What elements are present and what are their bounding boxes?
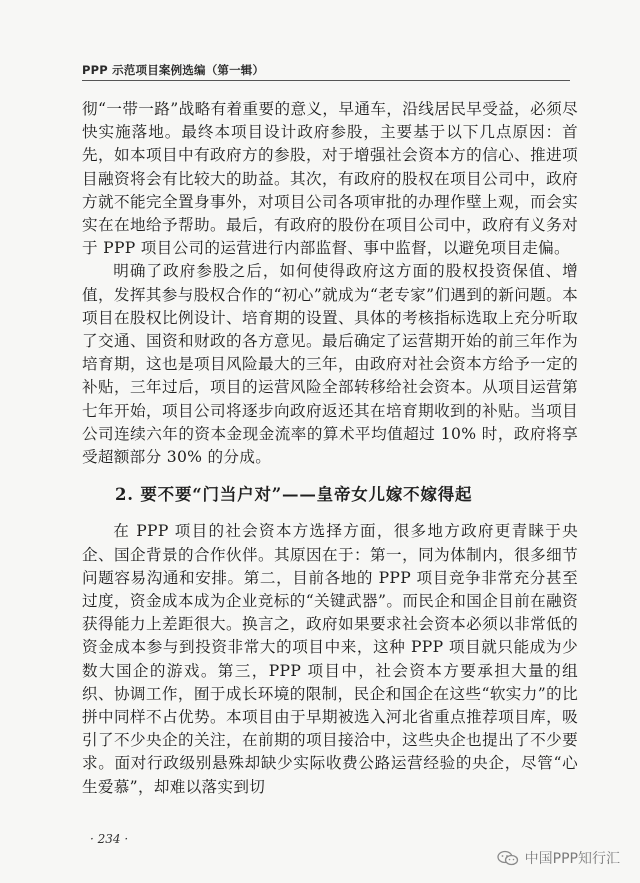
running-header: PPP 示范项目案例选编（第一辑） xyxy=(82,63,265,77)
paragraph-2: 明确了政府参股之后，如何使得政府这方面的股权投资保值、增值，发挥其参与股权合作的“初心”就成为“老专家”们遇到的新问题。本项目在股权比例设计、培育期的设置、具体的考核指标选取上充分听取了交通、国资和财政的各方意见。最后确定了运营期开始的前三年作为培育期，这也是项目风险最大的三年，由政府对社会资本方给予一定的补贴，三年过后，项目的运营风险全部转移给社会资本。从项目运营第七年开始，项目公司将逐步向政府返还其在培育期收到的补贴。当项目公司连续六年的资本金现金流率的算术平均值超过 10% 时，政府将享受超额部分 30% 的分成。 xyxy=(82,262,578,467)
section-heading: 2. 要不要“门当户对”——皇帝女儿嫁不嫁得起 xyxy=(115,485,473,505)
watermark xyxy=(497,848,620,868)
wechat-icon xyxy=(497,850,519,866)
watermark-text: 中国PPP知行汇 xyxy=(524,851,620,867)
page-number: · 234 · xyxy=(90,832,129,846)
paragraph-1: 彻“一带一路”战略有着重要的意义，早通车，沿线居民早受益，必须尽快实施落地。最终本项目设计政府参股，主要基于以下几点原因：首先，如本项目中有政府方的参股，对于增强社会资本方的信心、推进项目融资将会有比较大的助益。其次，有政府的股权在项目公司中，政府方就不能完全置身事外，对项目公司各项审批的办理作壁上观，而会实实在在地给予帮助。最后，有政府的股份在项目公司中，政府有义务对于 PPP 项目公司的运营进行内部监督、事中监督，以避免项目走偏。 xyxy=(82,100,578,258)
paragraph-3: 在 PPP 项目的社会资本方选择方面，很多地方政府更青睐于央企、国企背景的合作伙伴。其原因在于：第一，同为体制内，很多细节问题容易沟通和安排。第二，目前各地的 PPP 项目竞争非常充分甚至过度，资金成本成为企业竞标的“关键武器”。而民企和国企目前在融资获得能力上差距很大。换言之，政府如果要求社会资本必须以非常低的资金成本参与到投资非常大的项目中来，这种 PPP 项目就只能成为少数大国企的游戏。第三，PPP 项目中，社会资本方要承担大量的组织、协调工作，囿于成长环境的限制，民企和国企在这些“软实力”的比拼中同样不占优势。本项目由于早期被选入河北省重点推荐项目库，吸引了不少央企的关注，在前期的项目接洽中，这些央企也提出了不少要求。面对行政级别悬殊却缺少实际收费公路运营经验的央企，尽管“心生爱慕”，却难以落实到切 xyxy=(82,522,578,796)
header-divider xyxy=(82,80,570,81)
body-text xyxy=(82,98,578,799)
